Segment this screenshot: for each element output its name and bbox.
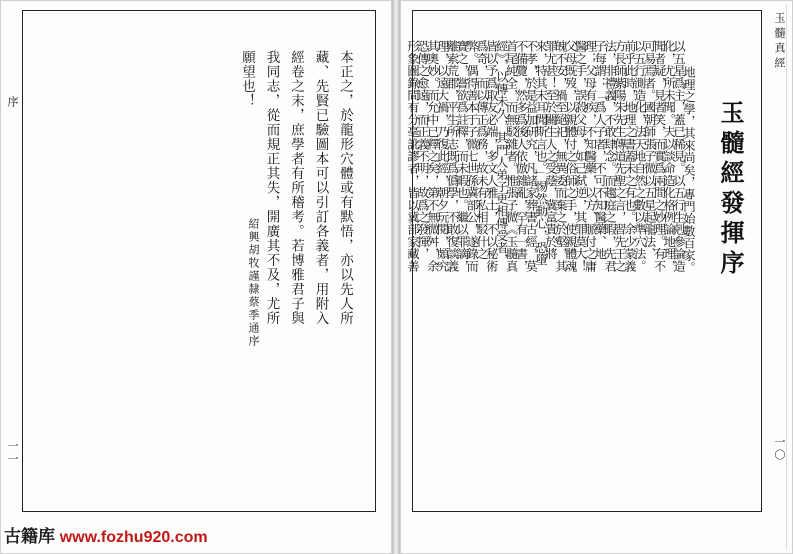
text-column: 願望也！ [239, 50, 255, 108]
text-column: 皆以予爲取友必端，多文人雅士，不以秘術 [484, 40, 499, 272]
text-column: 首尾純全，而無駁雜者。惟張子微《玉髓真 [504, 40, 519, 272]
preface-title: 玉髓經發揮序 [716, 100, 745, 280]
left-page-number: 一一 [6, 440, 19, 466]
left-page [0, 0, 392, 554]
text-column: 形象圖錄間有分毫訛謬者，皆以冀部家藏善 [406, 40, 420, 272]
text-column: 地理之學，其來尚矣，專門始數百家。 [682, 66, 696, 274]
text-column: 寶之，嘗欲爲註釋，而未暇也。繼以罪謫， [455, 40, 470, 272]
text-column: 醫之手，誤殺父母，如己弑逆，其罪莫大！ [573, 40, 588, 272]
text-column: 本正之，於龍形穴體或有默悟，亦以先人所 [337, 50, 353, 326]
text-column: 離索荒郡，平生所志既爲僞學，不敢復談義 [445, 40, 460, 272]
text-column: 不孝，於是益加研究，凡諸家葬書古經，莫 [524, 40, 539, 272]
right-edge-line [786, 4, 787, 550]
right-page-number: 一〇 [773, 436, 786, 462]
text-column: 其奧妙。而允中已釋之矣，第不無微舛，余 [425, 40, 440, 272]
text-column: 以五行測造化，法天地自然之數以準穴法。 [632, 40, 647, 272]
text-column: 方長師紫陽朱先生傳道先聖之言，習先王之 [613, 40, 627, 272]
right-margin-label: 玉髓真經 [773, 12, 786, 72]
text-column: 我同志，從而規正其失，開廣其不及，尤所 [263, 50, 280, 326]
text-column: 來，特其末耳聞斯言也。」惕然動心，恐墮 [534, 40, 549, 266]
text-column: 化，尤所未聞。夫以談命造化格例論地理， [662, 40, 677, 272]
preface-signature: 紹興胡牧謹隸蔡季通序 [247, 218, 260, 348]
text-column: 藏、先賢已驗圖本可以引訂各義者，用附入 [312, 50, 329, 326]
text-column: 聞者疑，見者笑，而實爲兩間之妙理。有不 [652, 40, 667, 272]
text-column: 理；父母有疾，不知醫藥，以方、脈付之庸 [583, 40, 598, 272]
text-column: 法，非禮義，不敢肆念。而趨庭之暇，先君 [603, 40, 618, 272]
text-column: 經》，以傳未久，其門人弟子更相傳受者， [494, 40, 509, 266]
text-column: 理，以遠大禍，乃復此經，朝夕玩閱，頗究 [435, 40, 450, 272]
text-column: 子每謂：「爲人子者，不可不知醫藥、地 [593, 40, 608, 260]
text-column: 可易焉者。國朝師張子微以五星起龍法、 [642, 40, 657, 260]
text-column: 罪尤甚！至於關生人之受蔭，冀富貴於將 [544, 40, 558, 260]
text-column: 恐傳之愈遠，而正義不明，故爲之發揮， [415, 40, 430, 260]
text-column: 魄不安，禍至絕祀，無異委而棄之於壑，其 [553, 40, 568, 272]
book-gutter [392, 0, 400, 554]
text-column: 經卷之末，庶學者有所稽考。若博雅君子與 [288, 50, 304, 326]
text-column: 前乎此時，地理之書蓋未之有也。余少蒙義 [622, 40, 637, 272]
text-column: 爲奇，而以傳正爲務，故未有私相駁什之 [475, 40, 489, 260]
right-page [400, 0, 793, 554]
text-column: 不備覽，然多爲後人依倣雜亂，罕有一書， [514, 40, 529, 272]
watermark-site-name: 古籍库 [4, 527, 55, 546]
watermark-url: www.fozhu920.com [59, 529, 208, 546]
site-watermark [4, 522, 208, 547]
left-margin-label: 序 [6, 96, 19, 111]
text-column: 父母既歿，以親體付之俗師之手，使親體魂 [563, 40, 578, 272]
text-column: 以五星爲主，蓋已稀見。以五行生剋參論造 [672, 40, 687, 272]
text-column: 弊。偶得善本于子微七世孫冀部公，遂錄而 [465, 40, 480, 272]
